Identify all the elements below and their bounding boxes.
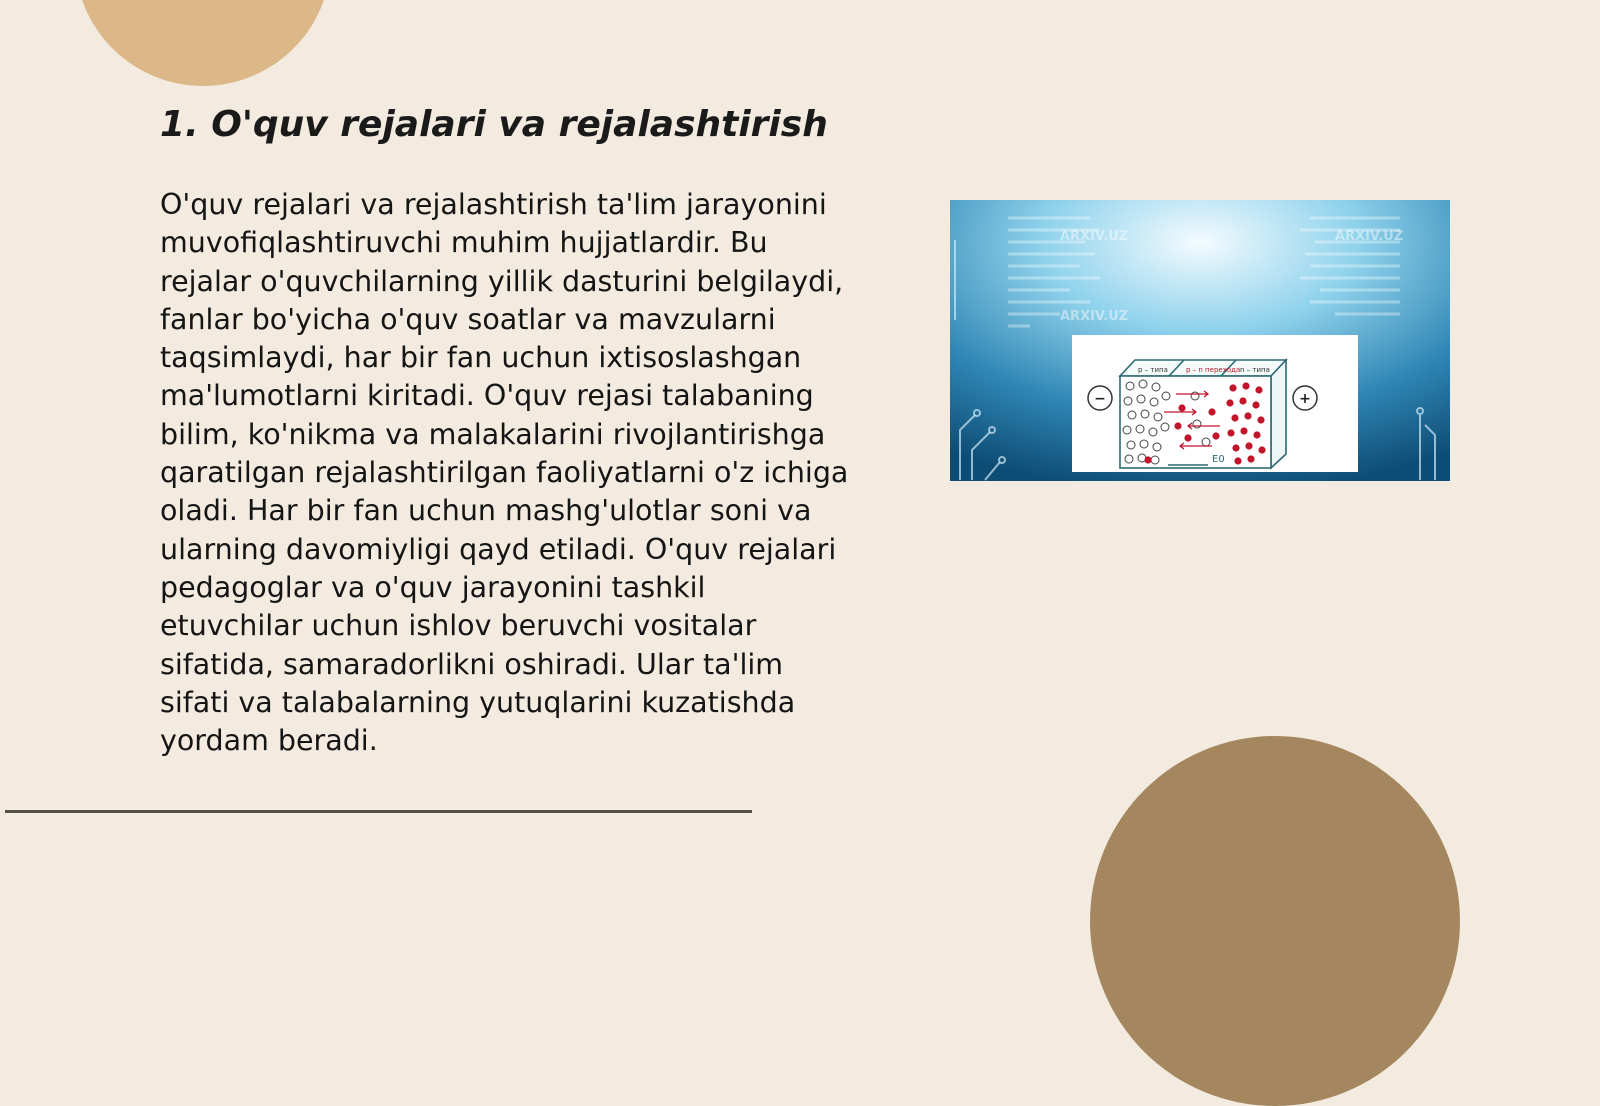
slide-body-text: O'quv rejalari va rejalashtirish ta'lim jarayonini muvofiqlashtiruvchi muhim hujjatlardir. Bu rejalar o'quvchilarning yillik dasturini belgilaydi, fanlar bo'yicha o'quv soatlar va mavzularni taqsimlaydi, har bir fan uchun ixtisoslashgan ma'lumotlarni kiritadi. O'quv rejasi talabaning bilim, ko'nikma va malakalarini rivojlantirishga qaratilgan rejalashtirilgan faoliyatlarni o'z ichiga oladi. Har bir fan uchun mashg'ulotlar soni va ularning davomiyligi qayd etiladi. O'quv rejalari pedagoglar va o'quv jarayonini tashkil etuvchilar uchun ishlov beruvchi vositalar sifatida, samaradorlikni oshiradi. Ular ta'lim sifati va talabalarning yutuqlarini kuzatishda yordam beradi. (160, 188, 849, 758)
decorative-circle-bottom (1090, 736, 1460, 1106)
divider-line (5, 810, 752, 813)
slide-title: 1. O'quv rejalari va rejalashtirish (160, 104, 828, 145)
field-label: E0 (1212, 454, 1225, 465)
minus-sign: − (1094, 391, 1106, 407)
decorative-circle-top (75, 0, 331, 86)
watermark-text: ARXIV.UZ (1060, 309, 1129, 324)
pn-junction-illustration (950, 200, 1450, 481)
watermark-text: ARXIV.UZ (1335, 229, 1404, 244)
plus-sign: + (1299, 391, 1311, 407)
pn-junction-image (950, 200, 1450, 481)
p-region-label: p – типа (1138, 366, 1168, 374)
n-region-label: n – типа (1240, 366, 1270, 374)
watermark-text: ARXIV.UZ (1060, 229, 1129, 244)
pn-junction-label: p – n перехода (1186, 366, 1241, 374)
